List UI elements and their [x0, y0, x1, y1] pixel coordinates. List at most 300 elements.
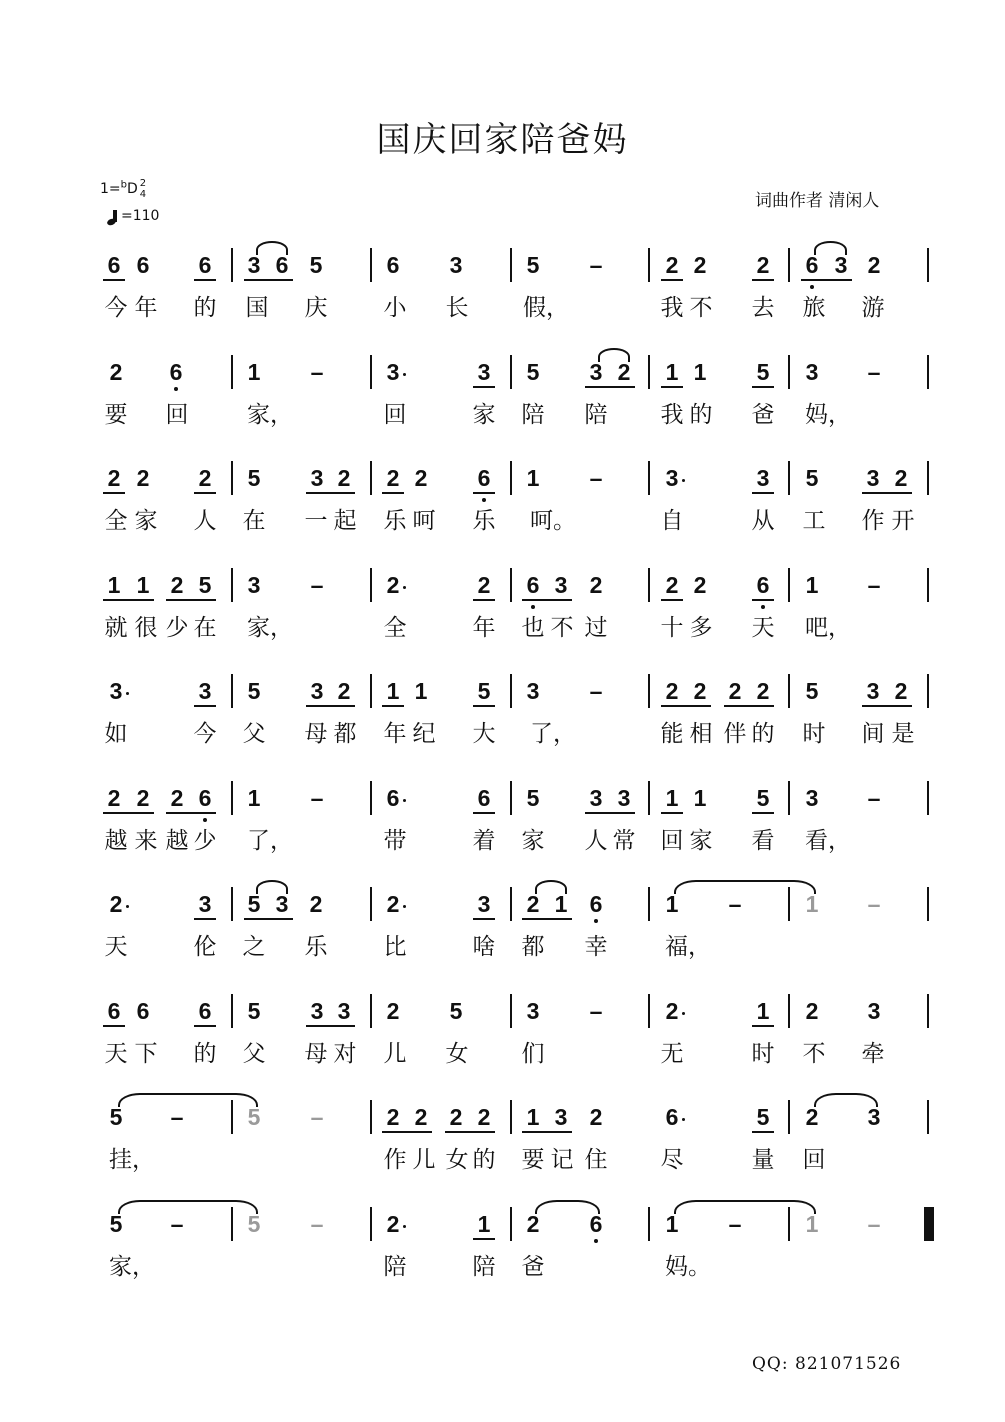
barline [231, 994, 233, 1028]
lyric-char: 天 [104, 1040, 128, 1067]
barline [648, 887, 650, 921]
barline [231, 248, 233, 282]
beam-underline [382, 705, 404, 707]
lyric-char: 吧， [805, 614, 851, 641]
jianpu-note: 1 [136, 571, 150, 598]
page-title: 国庆回家陪爸妈 [376, 120, 629, 160]
beam-underline [661, 279, 683, 281]
jianpu-note: 2 [805, 997, 819, 1024]
barline [927, 781, 929, 815]
jianpu-note: 2 [589, 571, 603, 598]
jianpu-note: 6 [198, 997, 212, 1024]
lyric-char: 能 [660, 721, 684, 747]
barline [927, 887, 929, 921]
augmentation-dot [682, 1012, 685, 1015]
lyric-char: 儿 [412, 1147, 436, 1173]
lyric-char: 父 [242, 721, 266, 747]
lyric-char: 家， [247, 614, 293, 641]
lyric-char: 国 [245, 295, 269, 321]
lyric-char: 着 [472, 827, 496, 854]
lyric-char: 不 [550, 614, 574, 641]
barline [370, 674, 372, 708]
lyric-char: 挂， [109, 1147, 155, 1173]
lyric-char: 的 [472, 1147, 496, 1173]
lyric-char: 天 [751, 614, 775, 641]
barline [231, 568, 233, 602]
beam-underline [194, 705, 216, 707]
augmentation-dot [126, 692, 129, 695]
barline [788, 887, 790, 921]
lyric-char: 今 [104, 295, 128, 321]
slur-arc [535, 1200, 600, 1214]
jianpu-note: 2 [867, 252, 881, 278]
barline [648, 461, 650, 495]
jianpu-note: 5 [526, 358, 540, 385]
lyric-char: 的 [193, 1040, 217, 1067]
time-denominator: 4 [139, 189, 147, 200]
barline [510, 674, 512, 708]
barline [788, 674, 790, 708]
jianpu-note: – [589, 997, 603, 1024]
barline [510, 994, 512, 1028]
jianpu-note: – [310, 1104, 324, 1130]
jianpu-note: 3 [247, 571, 261, 598]
lyric-char: 少 [193, 827, 217, 854]
augmentation-dot [682, 1118, 685, 1121]
barline [927, 355, 929, 389]
barline [648, 568, 650, 602]
jianpu-note: 6 [526, 571, 540, 598]
jianpu-note: 2 [136, 465, 150, 491]
jianpu-note: 2 [665, 571, 679, 598]
lyric-char: 父 [242, 1040, 266, 1067]
beam-underline [752, 1025, 774, 1027]
jianpu-note: 3 [198, 678, 212, 704]
jianpu-note: 5 [309, 252, 323, 278]
jianpu-note: 2 [477, 1104, 491, 1130]
lyric-char: 爸 [751, 401, 775, 428]
beam-underline [801, 279, 852, 281]
barline [231, 355, 233, 389]
lyric-char: 爸 [521, 1253, 545, 1280]
jianpu-note: 3 [310, 465, 324, 491]
beam-underline [661, 812, 683, 814]
jianpu-note: 1 [805, 571, 819, 598]
lyric-char: 旅 [802, 295, 826, 321]
lyric-char: 陪 [383, 1253, 407, 1280]
lyric-char: 母 [304, 721, 328, 747]
lyric-char: 少 [165, 614, 189, 641]
barline [927, 568, 929, 602]
jianpu-note: – [728, 891, 742, 917]
lyric-char: 人 [584, 827, 608, 854]
lyric-char: 陪 [584, 401, 608, 428]
lyric-char: 来 [134, 827, 158, 854]
barline [648, 355, 650, 389]
lyric-char: 福， [665, 934, 711, 960]
jianpu-note: 3 [805, 784, 819, 811]
beam-underline [862, 492, 912, 494]
jianpu-note: 3 [617, 784, 631, 811]
slur-arc [535, 880, 567, 894]
barline [370, 355, 372, 389]
beam-underline [473, 918, 495, 920]
beam-underline [103, 599, 154, 601]
beam-underline [244, 279, 293, 281]
barline [788, 1207, 790, 1241]
lyric-char: 年 [472, 614, 496, 641]
jianpu-note: 5 [247, 997, 261, 1024]
lyric-char: 伦 [193, 934, 217, 960]
barline [510, 1207, 512, 1241]
jianpu-note: 1 [693, 784, 707, 811]
lyric-char: 越 [104, 827, 128, 854]
jianpu-note: 6 [275, 252, 289, 278]
jianpu-note: 2 [198, 465, 212, 491]
jianpu-note: 5 [449, 997, 463, 1024]
jianpu-note: 6 [136, 252, 150, 278]
barline [927, 1100, 929, 1134]
lyric-char: 儿 [383, 1040, 407, 1067]
beam-underline [585, 386, 635, 388]
jianpu-note: – [589, 465, 603, 491]
barline [510, 887, 512, 921]
barline [510, 461, 512, 495]
lyric-char: 对 [333, 1040, 357, 1067]
jianpu-note: 2 [693, 252, 707, 278]
beam-underline [382, 1131, 432, 1133]
jianpu-note: 6 [477, 784, 491, 811]
barline [370, 1207, 372, 1241]
barline [370, 887, 372, 921]
lyric-char: 也 [521, 614, 545, 641]
augmentation-dot [403, 1225, 406, 1228]
jianpu-note: 2 [386, 465, 400, 491]
jianpu-note: 6 [756, 571, 770, 598]
lyric-char: 如 [104, 721, 128, 747]
jianpu-note: 1 [247, 784, 261, 811]
slur-arc [256, 880, 288, 894]
barline [370, 568, 372, 602]
jianpu-note: 3 [477, 358, 491, 385]
barline [788, 568, 790, 602]
jianpu-note: 6 [386, 784, 400, 811]
lyric-char: 牵 [861, 1040, 885, 1067]
beam-underline [473, 705, 495, 707]
beam-underline [752, 386, 774, 388]
jianpu-note: 2 [589, 1104, 603, 1130]
jianpu-note: 5 [198, 571, 212, 598]
lyric-char: 今 [193, 721, 217, 747]
barline [927, 994, 929, 1028]
jianpu-note: – [867, 784, 881, 811]
jianpu-note: 5 [247, 678, 261, 704]
jianpu-note: 5 [526, 252, 540, 278]
jianpu-note: 2 [449, 1104, 463, 1130]
lyric-char: 的 [751, 721, 775, 747]
lyric-char: 在 [193, 614, 217, 641]
lyric-char: 啥 [472, 934, 496, 960]
jianpu-note: 2 [414, 465, 428, 491]
jianpu-note: 2 [107, 465, 121, 491]
lyric-char: 幸 [584, 934, 608, 960]
barline [788, 781, 790, 815]
jianpu-note: 1 [107, 571, 121, 598]
jianpu-note: 3 [589, 784, 603, 811]
jianpu-note: 2 [107, 784, 121, 811]
barline [788, 1100, 790, 1134]
lyric-char: 的 [689, 401, 713, 428]
jianpu-note: 5 [247, 465, 261, 491]
jianpu-note: 5 [247, 1104, 261, 1130]
lower-octave-dot [531, 605, 535, 609]
jianpu-note: 2 [109, 891, 123, 917]
lower-octave-dot [810, 285, 814, 289]
jianpu-note: 3 [589, 358, 603, 385]
jianpu-note: 3 [449, 252, 463, 278]
barline [231, 674, 233, 708]
beam-underline [752, 492, 774, 494]
jianpu-note: 5 [756, 358, 770, 385]
jianpu-note: 5 [247, 891, 261, 917]
jianpu-note: 2 [414, 1104, 428, 1130]
barline [231, 887, 233, 921]
jianpu-note: 2 [693, 571, 707, 598]
time-signature [140, 178, 146, 200]
barline [231, 1100, 233, 1134]
beam-underline [194, 918, 216, 920]
lyric-char: 母 [304, 1040, 328, 1067]
jianpu-note: 6 [805, 252, 819, 278]
beam-underline [103, 812, 154, 814]
jianpu-note: 1 [693, 358, 707, 385]
jianpu-note: 5 [805, 465, 819, 491]
barline [788, 355, 790, 389]
jianpu-note: 2 [526, 1210, 540, 1237]
jianpu-note: 1 [665, 358, 679, 385]
barline [648, 248, 650, 282]
lyric-char: 都 [521, 934, 545, 960]
lyric-char: 就 [104, 614, 128, 641]
jianpu-note: 1 [665, 784, 679, 811]
lyric-char: 小 [383, 295, 407, 321]
jianpu-note: 2 [136, 784, 150, 811]
lyric-char: 回 [660, 827, 684, 854]
lyric-char: 自 [660, 508, 684, 534]
beam-underline [194, 492, 216, 494]
lyric-char: 陪 [472, 1253, 496, 1280]
barline [648, 1207, 650, 1241]
lyric-char: 作 [861, 508, 885, 534]
lyric-char: 十 [660, 614, 684, 641]
jianpu-note: 3 [310, 997, 324, 1024]
jianpu-note: 1 [414, 678, 428, 704]
jianpu-note: 2 [617, 358, 631, 385]
jianpu-note: 2 [665, 997, 679, 1024]
jianpu-note: 3 [477, 891, 491, 917]
barline [788, 461, 790, 495]
tempo-value: =110 [121, 208, 160, 224]
barline [370, 781, 372, 815]
jianpu-note: 3 [805, 358, 819, 385]
lower-octave-dot [174, 387, 178, 391]
lyric-char: 了， [530, 721, 576, 747]
jianpu-note: 1 [805, 891, 819, 917]
jianpu-note: 6 [386, 252, 400, 278]
lyric-char: 女 [445, 1040, 469, 1067]
beam-underline [473, 599, 495, 601]
lyric-char: 无 [660, 1040, 684, 1067]
beam-underline [473, 812, 495, 814]
lyric-char: 人 [193, 508, 217, 534]
lyric-char: 年 [134, 295, 158, 321]
lyric-char: 我 [660, 295, 684, 321]
jianpu-note: – [867, 571, 881, 598]
lyric-char: 假， [523, 295, 569, 321]
jianpu-note: – [589, 678, 603, 704]
jianpu-note: 2 [170, 571, 184, 598]
jianpu-note: 6 [477, 465, 491, 491]
lyric-char: 之 [242, 934, 266, 960]
beam-underline [194, 1025, 216, 1027]
barline [510, 781, 512, 815]
lyric-char: 比 [383, 934, 407, 960]
jianpu-note: 1 [386, 678, 400, 704]
lyric-char: 不 [802, 1040, 826, 1067]
lyric-char: 乐 [472, 508, 496, 534]
beam-underline [103, 1025, 125, 1027]
slur-arc [118, 1093, 258, 1107]
slur-arc [674, 1200, 816, 1214]
lyric-char: 住 [584, 1147, 608, 1173]
augmentation-dot [403, 905, 406, 908]
beam-underline [103, 492, 125, 494]
lyric-char: 妈。 [665, 1253, 711, 1280]
barline [231, 781, 233, 815]
jianpu-note: 5 [526, 784, 540, 811]
barline [370, 461, 372, 495]
jianpu-note: – [310, 358, 324, 385]
jianpu-note: 3 [526, 678, 540, 704]
jianpu-note: 2 [386, 997, 400, 1024]
lyric-char: 时 [751, 1040, 775, 1067]
lyric-char: 呵。 [530, 508, 576, 534]
jianpu-note: 3 [867, 997, 881, 1024]
beam-underline [661, 705, 711, 707]
jianpu-note: 5 [805, 678, 819, 704]
beam-underline [306, 492, 355, 494]
lyric-char: 呵 [412, 508, 436, 534]
jianpu-note: – [310, 571, 324, 598]
key-tonic: D [127, 181, 138, 197]
slur-arc [256, 241, 288, 255]
jianpu-note: – [310, 1210, 324, 1237]
lyric-char: 看 [751, 827, 775, 854]
lyric-char: 乐 [304, 934, 328, 960]
lyric-char: 相 [689, 721, 713, 747]
jianpu-note: 1 [477, 1210, 491, 1237]
lyric-char: 量 [751, 1147, 775, 1173]
lyric-char: 家 [521, 827, 545, 854]
lyric-char: 天 [104, 934, 128, 960]
jianpu-note: 3 [866, 465, 880, 491]
jianpu-note: 2 [109, 358, 123, 385]
beam-underline [661, 599, 683, 601]
jianpu-note: – [867, 358, 881, 385]
jianpu-note: 2 [386, 891, 400, 917]
lyric-char: 从 [751, 508, 775, 534]
key-prefix: 1= [100, 181, 121, 197]
lyric-char: 纪 [412, 721, 436, 747]
barline [510, 248, 512, 282]
beam-underline [166, 599, 216, 601]
beam-underline [752, 279, 774, 281]
jianpu-note: 2 [337, 678, 351, 704]
beam-underline [661, 386, 683, 388]
lyric-char: 陪 [521, 401, 545, 428]
lyric-char: 家， [247, 401, 293, 428]
lyric-char: 作 [383, 1147, 407, 1173]
augmentation-dot [126, 905, 129, 908]
jianpu-note: 1 [247, 358, 261, 385]
lyric-char: 去 [751, 295, 775, 321]
jianpu-note: 2 [894, 465, 908, 491]
lyric-char: 长 [445, 295, 469, 321]
lyric-char: 起 [333, 508, 357, 534]
barline [788, 248, 790, 282]
lyric-char: 都 [333, 721, 357, 747]
slur-arc [814, 241, 847, 255]
jianpu-note: 3 [866, 678, 880, 704]
jianpu-note: 3 [867, 1104, 881, 1130]
jianpu-note: – [728, 1210, 742, 1237]
lyric-char: 多 [689, 614, 713, 641]
jianpu-note: 6 [198, 784, 212, 811]
lyric-char: 伴 [723, 721, 747, 747]
jianpu-note: 5 [109, 1210, 123, 1237]
lyric-char: 了， [247, 827, 293, 854]
barline [370, 1100, 372, 1134]
barline [510, 568, 512, 602]
jianpu-note: 3 [310, 678, 324, 704]
jianpu-note: 6 [589, 891, 603, 917]
jianpu-note: 3 [834, 252, 848, 278]
lyric-char: 开 [891, 508, 915, 534]
jianpu-note: 2 [526, 891, 540, 917]
lyric-char: 带 [383, 827, 407, 854]
lyric-char: 看， [805, 827, 851, 854]
augmentation-dot [682, 479, 685, 482]
jianpu-note: 3 [526, 997, 540, 1024]
jianpu-note: 2 [386, 1210, 400, 1237]
lower-octave-dot [482, 498, 486, 502]
beam-underline [473, 1238, 495, 1240]
final-barline [929, 1207, 934, 1241]
jianpu-note: 2 [693, 678, 707, 704]
flat-sign: b [120, 179, 127, 191]
beam-underline [194, 279, 216, 281]
jianpu-note: 2 [665, 678, 679, 704]
barline [510, 1100, 512, 1134]
lower-octave-dot [594, 919, 598, 923]
jianpu-note: 3 [198, 891, 212, 917]
lyric-char: 很 [134, 614, 158, 641]
barline [788, 994, 790, 1028]
jianpu-note: – [170, 1210, 184, 1237]
lyric-char: 不 [689, 295, 713, 321]
lyric-char: 乐 [383, 508, 407, 534]
lyric-char: 家 [472, 401, 496, 428]
